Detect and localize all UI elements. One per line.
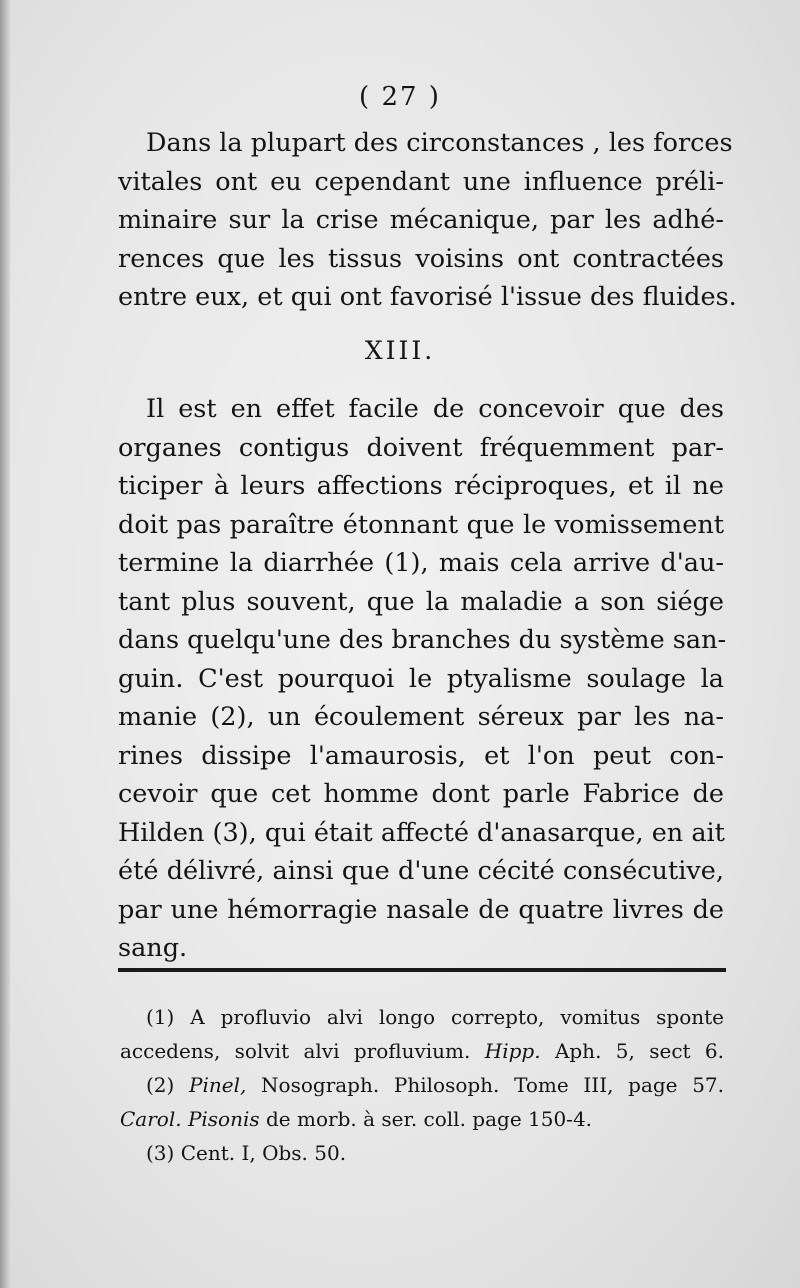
text-line: par une hémorragie nasale de quatre livres de bbox=[118, 894, 724, 925]
text-line: cevoir que cet homme dont parle Fabrice de bbox=[118, 779, 724, 809]
footnote-text: Nosograph. Philosoph. Tome III, page 57. bbox=[261, 1073, 725, 1097]
text-line: Il est en effet facile de concevoir que des bbox=[146, 394, 724, 424]
text-line: rences que les tissus voisins ont contractées bbox=[118, 243, 724, 274]
text-line: entre eux, et qui ont favorisé l'issue des fluides. bbox=[118, 282, 737, 312]
footnote-2-line-1 bbox=[120, 1068, 724, 1102]
footnote-2-line-2 bbox=[120, 1102, 724, 1136]
footnote-text: accedens, solvit alvi profluvium. bbox=[120, 1039, 471, 1063]
text-line: ticiper à leurs affections réciproques, et il ne bbox=[118, 471, 724, 501]
text-line: tant plus souvent, que la maladie a son siége bbox=[118, 586, 724, 617]
footnote-citation: Hipp. bbox=[484, 1039, 541, 1063]
text-line: organes contigus doivent fréquemment par- bbox=[118, 432, 724, 463]
text-line: manie (2), un écoulement séreux par les na- bbox=[118, 702, 724, 732]
footnote-author: Carol. Pisonis bbox=[120, 1107, 260, 1131]
footnotes bbox=[120, 1000, 724, 1170]
text-line: termine la diarrhée (1), mais cela arrive d'au- bbox=[118, 548, 724, 578]
text-line: doit pas paraître étonnant que le vomissement bbox=[118, 509, 724, 540]
footnote-text: Aph. 5, sect 6. bbox=[554, 1039, 725, 1063]
footnote-marker: (2) bbox=[146, 1073, 175, 1097]
footnote-1-line-1: (1) A profluvio alvi longo correpto, vomitus sponte bbox=[146, 1005, 724, 1029]
text-line: guin. C'est pourquoi le ptyalisme soulage la bbox=[118, 663, 724, 694]
paragraph-2 bbox=[118, 390, 727, 968]
text-line: rines dissipe l'amaurosis, et l'on peut con- bbox=[118, 740, 724, 771]
footnote-author: Pinel, bbox=[189, 1073, 247, 1097]
footnote-divider bbox=[118, 968, 726, 972]
text-line: été délivré, ainsi que d'une cécité consécutive, bbox=[118, 856, 724, 886]
text-line: Dans la plupart des circonstances , les forces bbox=[146, 128, 733, 158]
paragraph-1 bbox=[118, 124, 737, 317]
page-number: ( 27 ) bbox=[359, 82, 441, 112]
section-heading: XIII. bbox=[364, 336, 436, 365]
text-line: vitales ont eu cependant une influence préli- bbox=[118, 166, 724, 197]
footnote-1-line-2 bbox=[120, 1034, 724, 1068]
text-line: Hilden (3), qui était affecté d'anasarque, en ait bbox=[118, 817, 725, 848]
footnote-text: de morb. à ser. coll. page 150-4. bbox=[266, 1107, 593, 1131]
text-line: sang. bbox=[118, 933, 188, 963]
text-line: dans quelqu'une des branches du système san- bbox=[118, 625, 727, 655]
page-edge-shadow bbox=[0, 0, 10, 1288]
text-line: minaire sur la crise mécanique, par les adhé- bbox=[118, 205, 724, 235]
footnote-3: (3) Cent. I, Obs. 50. bbox=[146, 1141, 347, 1165]
